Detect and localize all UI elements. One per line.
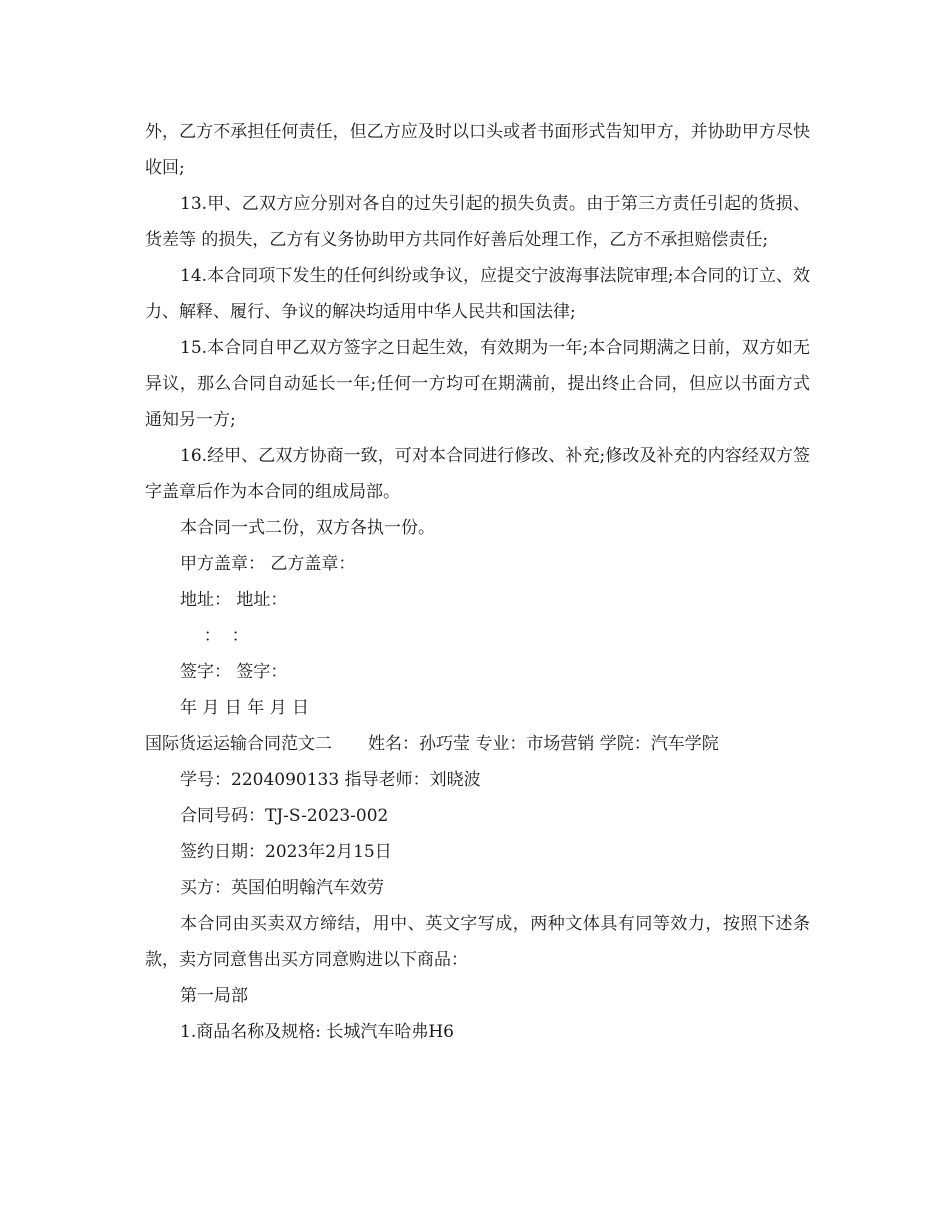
item-name-line: 1.商品名称及规格: 长城汽车哈弗H6 [180,1022,454,1042]
seal-line: 甲方盖章： 乙方盖章： [180,554,356,574]
section-heading: 第一局部 [180,986,248,1006]
student-id-line: 学号：2204090133 指导老师：刘晓波 [180,770,481,790]
paragraph-copies: 本合同一式二份，双方各执一份。 [180,518,435,538]
address-line: 地址： 地址： [180,590,288,610]
date-line: 年 月 日 年 月 日 [180,698,310,718]
paragraph-clause-16: 16.经甲、乙双方协商一致，可对本合同进行修改、补充;修改及补充的内容经双方签字盖章后作为本合同的组成局部。 [145,446,810,502]
signature-line: 签字： 签字： [180,662,288,682]
paragraph-contract-intro: 本合同由买卖双方缔结，用中、英文字写成，两种文体具有同等效力，按照下述条款，卖方同意售出买方同意购进以下商品： [145,914,810,970]
colon-line: ： ： [193,626,249,646]
buyer-line: 买方：英国伯明翰汽车效劳 [180,878,384,898]
contract-title: 国际货运运输合同范文二 [145,734,332,754]
paragraph-clause-15: 15.本合同自甲乙双方签字之日起生效，有效期为一年;本合同期满之日前，双方如无异议，那么合同自动延长一年;任何一方均可在期满前，提出终止合同，但应以书面方式通知另一方; [145,338,810,430]
paragraph-clause-14: 14.本合同项下发生的任何纠纷或争议，应提交宁波海事法院审理;本合同的订立、效力、解释、履行、争议的解决均适用中华人民共和国法律; [145,266,810,322]
heading-row [145,726,810,762]
signing-date-line: 签约日期：2023年2月15日 [180,842,392,862]
contract-number-line: 合同号码：TJ-S-2023-002 [180,806,389,826]
paragraph-continued: 外，乙方不承担任何责任，但乙方应及时以口头或者书面形式告知甲方，并协助甲方尽快收回; [145,122,810,178]
student-info: 姓名：孙巧莹 专业：市场营销 学院：汽车学院 [368,734,719,754]
document-page [145,114,810,1050]
paragraph-clause-13: 13.甲、乙双方应分别对各自的过失引起的损失负责。由于第三方责任引起的货损、货差等 的损失，乙方有义务协助甲方共同作好善后处理工作，乙方不承担赔偿责任; [145,194,810,250]
